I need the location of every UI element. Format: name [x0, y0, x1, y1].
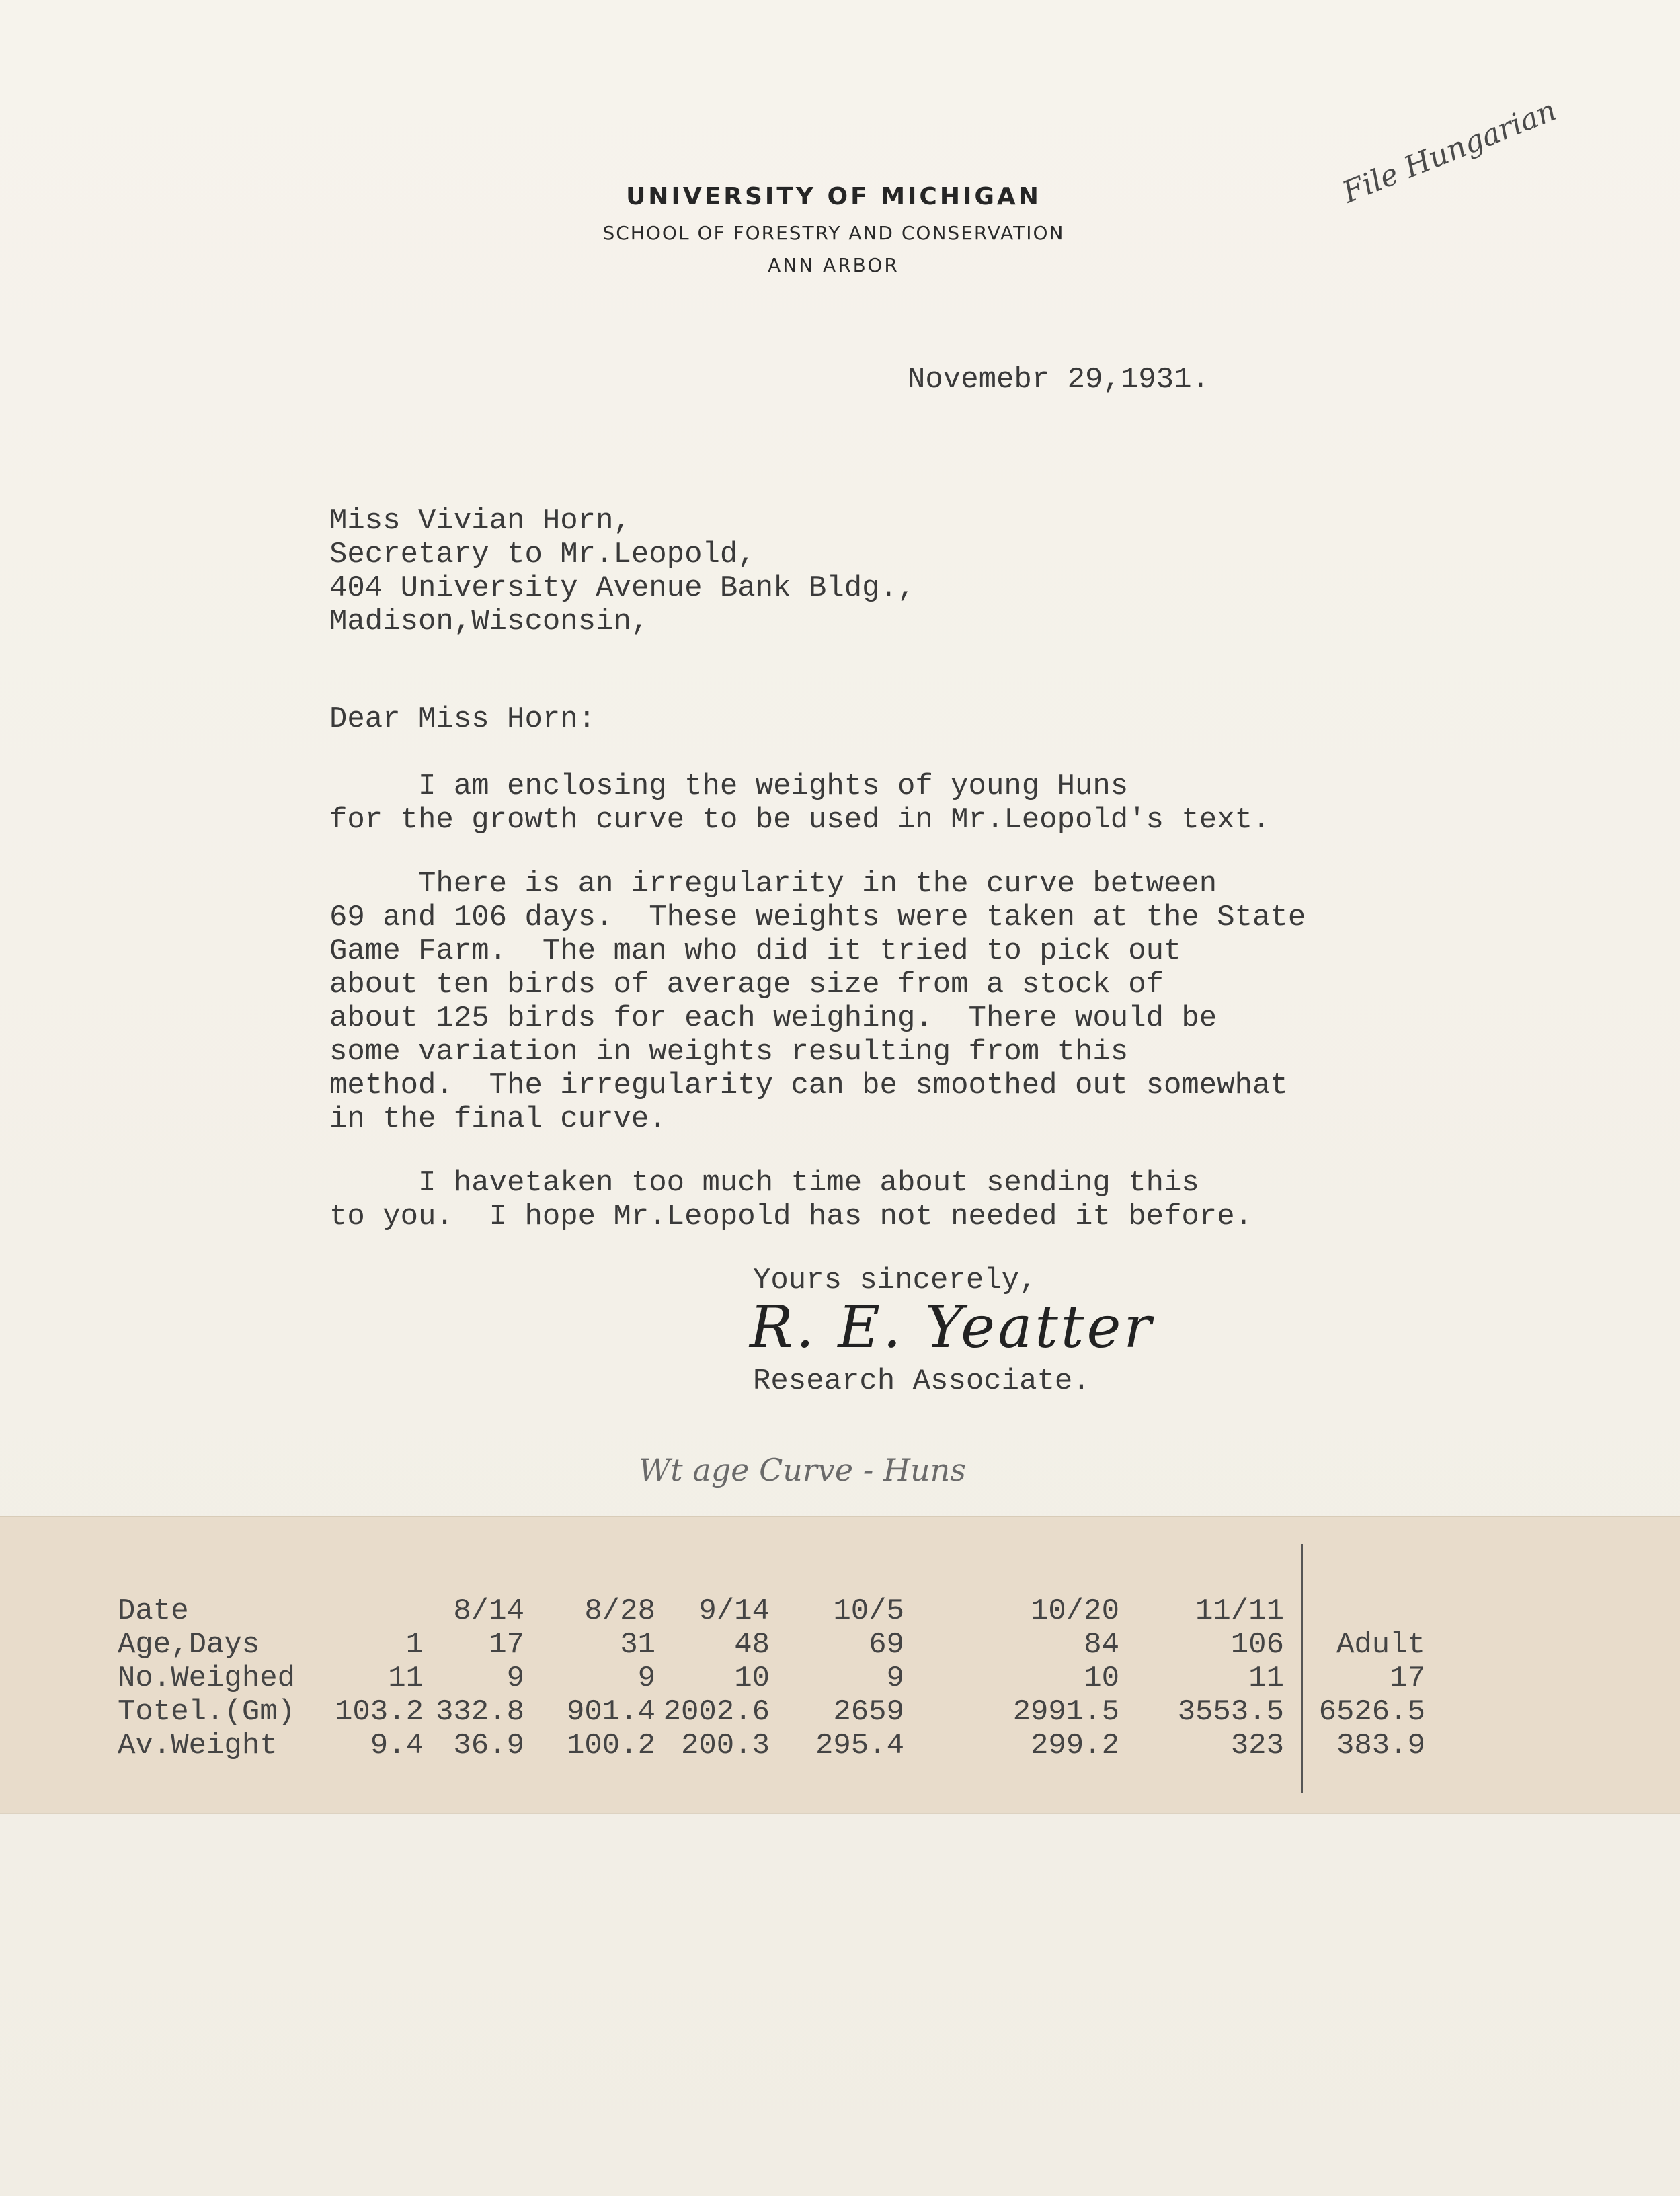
table-cell: 106: [1230, 1628, 1284, 1662]
table-cell: 84: [1084, 1628, 1119, 1662]
table-cell: 69: [869, 1628, 904, 1662]
table-cell: 9: [886, 1662, 904, 1695]
handwritten-table-label: Wt age Curve - Huns: [639, 1452, 966, 1488]
closing: Yours sincerely,: [753, 1264, 1037, 1297]
table-cell: 295.4: [815, 1729, 904, 1762]
table-cell: 200.3: [680, 1729, 770, 1762]
signature: R. E. Yeatter: [750, 1294, 1154, 1361]
paragraph-3: I havetaken too much time about sending this to you. I hope Mr.Leopold has not needed it before.: [329, 1166, 1253, 1233]
table-cell: 6526.5: [1318, 1695, 1425, 1729]
salutation: Dear Miss Horn:: [329, 702, 596, 736]
table-cell: 10/20: [1030, 1594, 1119, 1628]
letterhead-university: UNIVERSITY OF MICHIGAN: [626, 183, 1041, 210]
recipient-address: [329, 504, 915, 639]
table-cell: 901.4: [566, 1695, 655, 1729]
table-cell: 2991.5: [1012, 1695, 1119, 1729]
table-row-label: No.Weighed: [118, 1662, 296, 1695]
table-cell: 11/11: [1195, 1594, 1284, 1628]
table-divider: [1301, 1544, 1303, 1793]
table-cell: 9: [637, 1662, 655, 1695]
address-line: Madison,Wisconsin,: [329, 605, 649, 639]
letter-date: Novemebr 29,1931.: [908, 363, 1209, 397]
table-row-label: Av.Weight: [118, 1729, 278, 1762]
table-cell: 1: [405, 1628, 424, 1662]
table-cell: 9/14: [698, 1594, 770, 1628]
table-cell: 9.4: [370, 1729, 424, 1762]
table-cell: 2002.6: [663, 1695, 770, 1729]
signer-title: Research Associate.: [753, 1365, 1090, 1398]
address-line: Miss Vivian Horn,: [329, 504, 631, 538]
table-cell: 8/28: [584, 1594, 655, 1628]
handwritten-file-note: File Hungarian: [1338, 93, 1562, 210]
table-cell: 36.9: [453, 1729, 524, 1762]
table-row-label: Age,Days: [118, 1628, 260, 1662]
paragraph-2: There is an irregularity in the curve between 69 and 106 days. These weights were taken at the State Game Farm. The man who did it tried to pick out about ten birds of average size from a stock of about 125 birds for each weighing. There would be some variation in weights resulting from this method. The irregularity can be smoothed out somewhat in the final curve.: [329, 867, 1306, 1136]
letterhead-city: ANN ARBOR: [768, 254, 899, 276]
table-cell: 11: [1248, 1662, 1284, 1695]
table-row-label: Totel.(Gm): [118, 1695, 296, 1729]
table-cell: 9: [506, 1662, 524, 1695]
table-cell: 10/5: [833, 1594, 904, 1628]
table-cell: Adult: [1336, 1628, 1425, 1662]
table-cell: 3553.5: [1177, 1695, 1284, 1729]
weights-table-strip: [0, 1516, 1680, 1814]
table-cell: 10: [1084, 1662, 1119, 1695]
table-cell: 332.8: [435, 1695, 524, 1729]
table-cell: 8/14: [453, 1594, 524, 1628]
table-cell: 17: [1390, 1662, 1425, 1695]
table-cell: 383.9: [1336, 1729, 1425, 1762]
address-line: 404 University Avenue Bank Bldg.,: [329, 571, 916, 605]
table-cell: 100.2: [566, 1729, 655, 1762]
address-line: Secretary to Mr.Leopold,: [329, 538, 756, 571]
table-row-label: Date: [118, 1594, 189, 1628]
letterhead-school: SCHOOL OF FORESTRY AND CONSERVATION: [602, 222, 1065, 244]
table-cell: 10: [734, 1662, 770, 1695]
weights-table: [0, 1517, 1680, 1813]
table-cell: 103.2: [334, 1695, 424, 1729]
table-cell: 17: [489, 1628, 524, 1662]
table-cell: 299.2: [1030, 1729, 1119, 1762]
table-cell: 11: [388, 1662, 424, 1695]
paragraph-1: I am enclosing the weights of young Huns for the growth curve to be used in Mr.Leopold's text.: [329, 770, 1271, 837]
table-cell: 31: [620, 1628, 655, 1662]
table-cell: 2659: [833, 1695, 904, 1729]
table-cell: 48: [734, 1628, 770, 1662]
table-cell: 323: [1230, 1729, 1284, 1762]
